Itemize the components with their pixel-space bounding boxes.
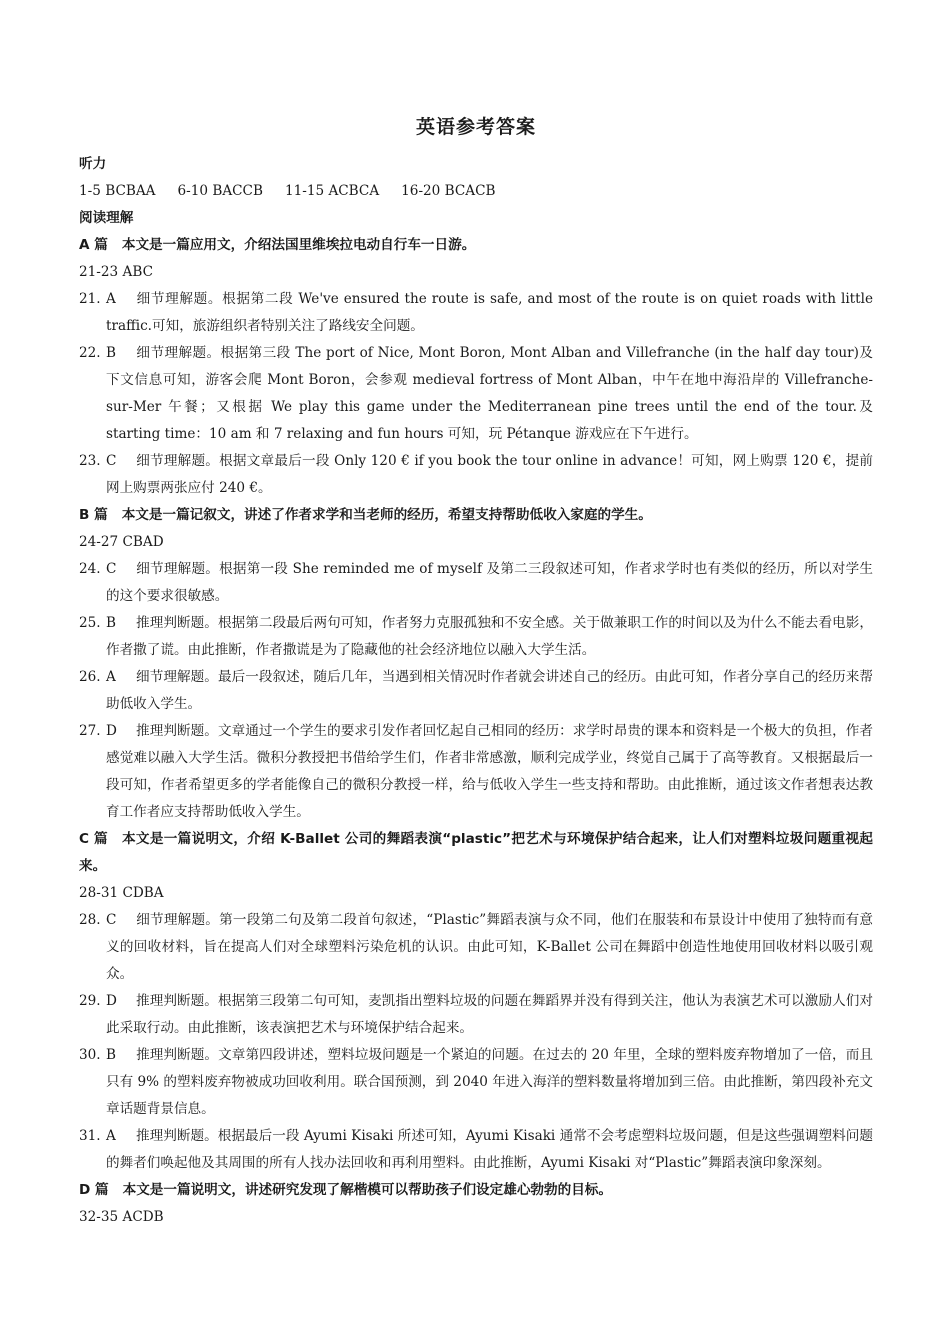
passage-tag: A 篇 [79, 237, 108, 253]
item-answer: C [106, 912, 117, 928]
item-number: 22. [79, 345, 101, 361]
answer-item [79, 286, 873, 340]
item-answer: B [106, 1047, 116, 1063]
answer-item [79, 907, 873, 988]
item-answer: A [106, 291, 116, 307]
listening-heading: 听力 [79, 156, 107, 172]
item-explanation: 细节理解题。根据第二段 We've ensured the route is safe, and most of the route is on quiet roads with little traffic.可知，旅游组织者特别关注了路线安全问题。 [106, 291, 873, 334]
item-explanation: 推理判断题。根据最后一段 Ayumi Kisaki 所述可知，Ayumi Kisaki 通常不会考虑塑料垃圾问题，但是这些强调塑料问题的舞者们唤起他及其周围的所有人找办法回收和再利用塑料。由此推断，Ayumi Kisaki 对“Plastic”舞蹈表演印象深刻。 [106, 1128, 873, 1171]
listening-group: 1-5 BCBAA [79, 183, 156, 199]
item-number: 31. [79, 1128, 101, 1144]
item-number: 23. [79, 453, 101, 469]
item-answer: B [106, 345, 116, 361]
item-answer: C [106, 561, 117, 577]
answer-item [79, 1123, 873, 1177]
item-explanation: 推理判断题。文章第四段讲述，塑料垃圾问题是一个紧迫的问题。在过去的 20 年里，全球的塑料废弃物增加了一倍，而且只有 9% 的塑料废弃物被成功回收利用。联合国预测，到 2040 年进入海洋的塑料数量将增加到三倍。由此推断，第四段补充文章话题背景信息。 [106, 1047, 873, 1117]
item-answer: D [106, 993, 117, 1009]
passage-summary: 本文是一篇说明文，介绍 K-Ballet 公司的舞蹈表演“plastic”把艺术与环境保护结合起来，让人们对塑料垃圾问题重视起来。 [79, 831, 873, 874]
item-answer: A [106, 669, 116, 685]
item-explanation: 细节理解题。根据文章最后一段 Only 120 € if you book the tour online in advance！可知，网上购票 120 €，提前网上购票两张应付 240 €。 [106, 453, 873, 496]
answer-range: 24-27 CBAD [79, 534, 164, 550]
answer-range: 32-35 ACDB [79, 1209, 164, 1225]
passage-tag: C 篇 [79, 831, 108, 847]
item-number: 24. [79, 561, 101, 577]
passage-c-heading [79, 826, 873, 880]
answer-item [79, 610, 873, 664]
item-number: 30. [79, 1047, 101, 1063]
item-explanation: 细节理解题。第一段第二句及第二段首句叙述，“Plastic”舞蹈表演与众不同，他们在服装和布景设计中使用了独特而有意义的回收材料，旨在提高人们对全球塑料污染危机的认识。由此可知，K-Ballet 公司在舞蹈中创造性地使用回收材料以吸引观众。 [106, 912, 873, 982]
item-answer: B [106, 615, 116, 631]
answer-item [79, 448, 873, 502]
passage-a-heading [79, 232, 873, 259]
listening-group: 11-15 ACBCA [284, 183, 380, 199]
answer-item [79, 556, 873, 610]
item-number: 29. [79, 993, 101, 1009]
item-number: 28. [79, 912, 101, 928]
passage-summary: 本文是一篇应用文，介绍法国里维埃拉电动自行车一日游。 [121, 237, 476, 253]
item-number: 21. [79, 291, 101, 307]
item-explanation: 细节理解题。最后一段叙述，随后几年，当遇到相关情况时作者就会讲述自己的经历。由此可知，作者分享自己的经历来帮助低收入学生。 [106, 669, 873, 712]
item-number: 27. [79, 723, 101, 739]
listening-group: 16-20 BCACB [401, 183, 496, 199]
reading-heading: 阅读理解 [79, 210, 134, 226]
passage-summary: 本文是一篇说明文，讲述研究发现了解楷模可以帮助孩子们设定雄心勃勃的目标。 [122, 1182, 612, 1198]
item-explanation: 细节理解题。根据第三段 The port of Nice, Mont Boron, Mont Alban and Villefranche (in the half day tour)及下文信息可知，游客会爬 Mont Boron，会参观 medieval fortress of Mont Alban，中午在地中海沿岸的 Villefranche-sur-Mer 午餐；又根据 We play this game under the Mediterranean pine trees until the end of the tour.及 starting time：10 am 和 7 relaxing and fun hours 可知，玩 Pétanque 游戏应在下午进行。 [106, 345, 873, 442]
item-explanation: 推理判断题。文章通过一个学生的要求引发作者回忆起自己相同的经历：求学时昂贵的课本和资料是一个极大的负担，作者感觉难以融入大学生活。微积分教授把书借给学生们，作者非常感激，顺利完成学业，终觉自己属于了高等教育。又根据最后一段可知，作者希望更多的学者能像自己的微积分教授一样，给与低收入学生一些支持和帮助。由此推断，通过该文作者想表达教育工作者应支持帮助低收入学生。 [106, 723, 873, 820]
answer-sheet-page [79, 112, 873, 1231]
listening-group: 6-10 BACCB [177, 183, 263, 199]
listening-answers [79, 178, 873, 205]
passage-d-heading [79, 1177, 873, 1204]
answer-item [79, 340, 873, 448]
answer-range: 21-23 ABC [79, 264, 153, 280]
item-explanation: 推理判断题。根据第三段第二句可知，麦凯指出塑料垃圾的问题在舞蹈界并没有得到关注，他认为表演艺术可以激励人们对此采取行动。由此推断，该表演把艺术与环境保护结合起来。 [106, 993, 873, 1036]
passage-summary: 本文是一篇记叙文，讲述了作者求学和当老师的经历，希望支持帮助低收入家庭的学生。 [121, 507, 652, 523]
item-answer: D [106, 723, 117, 739]
answer-item [79, 718, 873, 826]
item-answer: C [106, 453, 117, 469]
passage-b-heading [79, 502, 873, 529]
item-number: 25. [79, 615, 101, 631]
answer-item [79, 988, 873, 1042]
item-explanation: 推理判断题。根据第二段最后两句可知，作者努力克服孤独和不安全感。关于做兼职工作的时间以及为什么不能去看电影，作者撒了谎。由此推断，作者撒谎是为了隐藏他的社会经济地位以融入大学生活。 [106, 615, 873, 658]
answer-item [79, 1042, 873, 1123]
answer-item [79, 664, 873, 718]
passage-tag: B 篇 [79, 507, 108, 523]
item-answer: A [106, 1128, 116, 1144]
passage-tag: D 篇 [79, 1182, 109, 1198]
item-number: 26. [79, 669, 101, 685]
item-explanation: 细节理解题。根据第一段 She reminded me of myself 及第二三段叙述可知，作者求学时也有类似的经历，所以对学生的这个要求很敏感。 [106, 561, 873, 604]
answer-range: 28-31 CDBA [79, 885, 164, 901]
page-title: 英语参考答案 [415, 116, 536, 138]
